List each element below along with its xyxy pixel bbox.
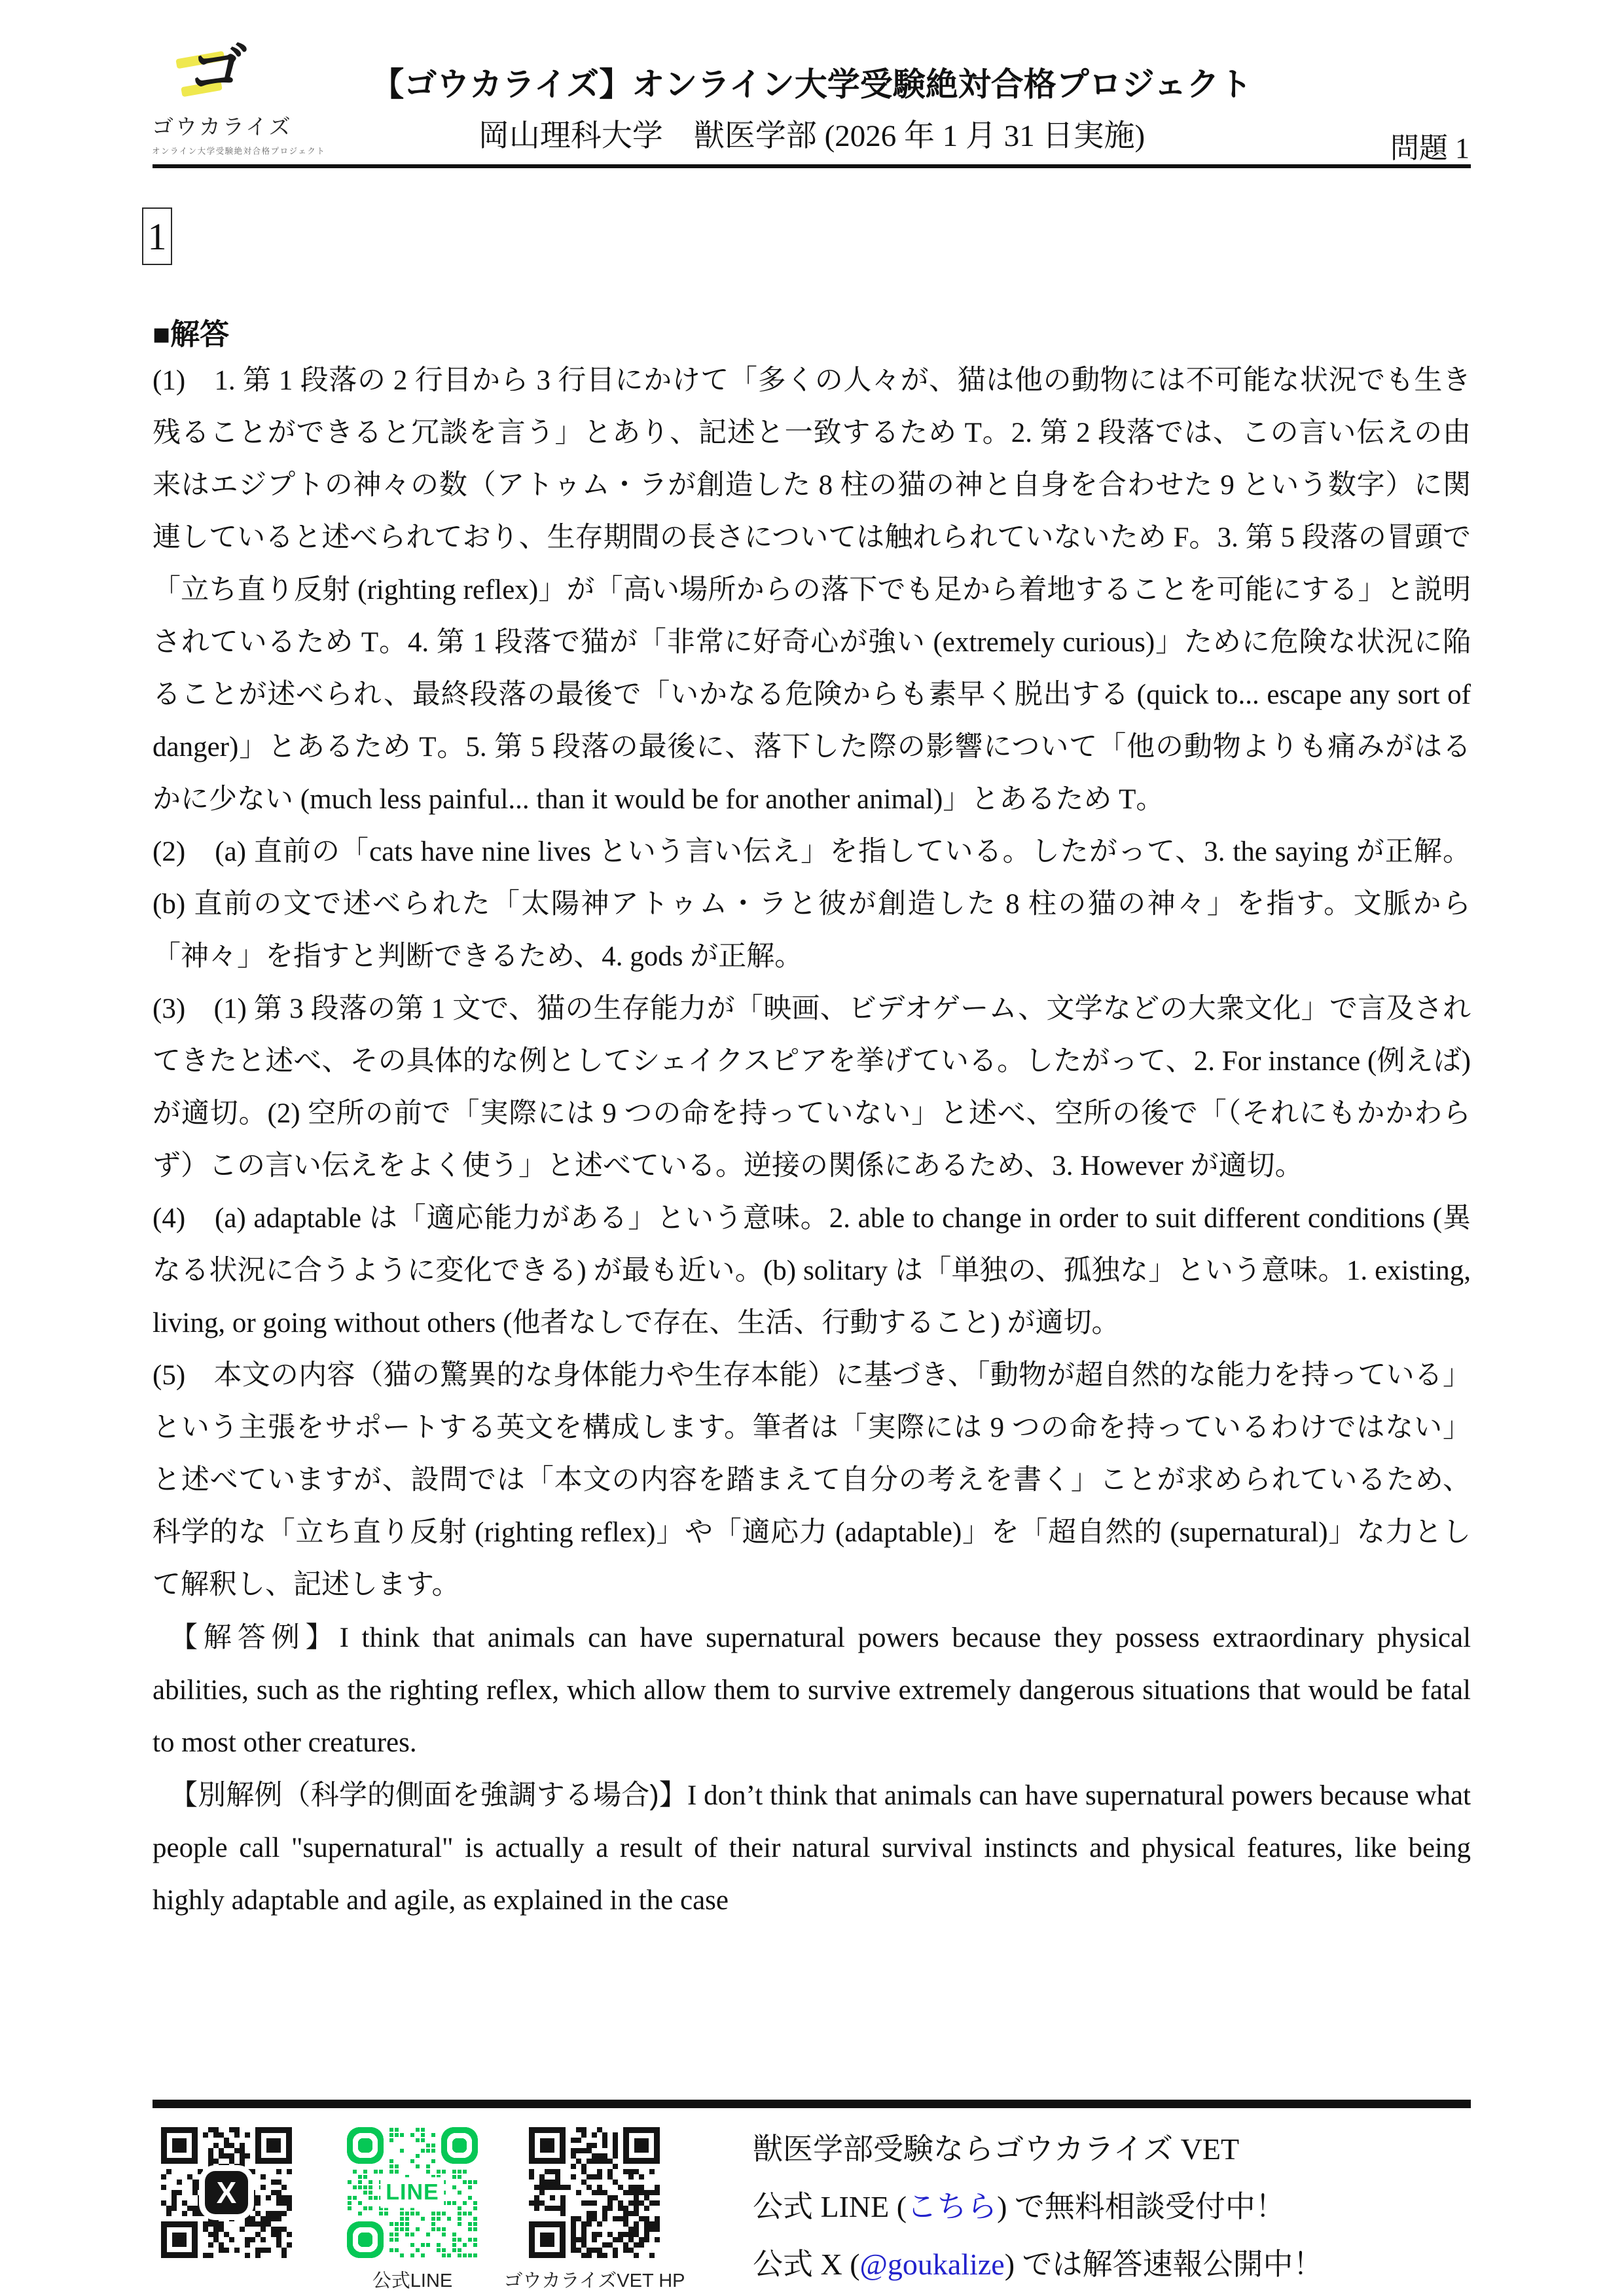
footer-headline: 獣医学部受験ならゴウカライズ VET xyxy=(753,2132,1240,2166)
exam-title: 岡山理科大学 獣医学部 (2026 年 1 月 31 日実施) xyxy=(478,119,1146,153)
logo-name: ゴウカライズ xyxy=(152,115,293,139)
footer-x-offer-pre: 公式 X ( xyxy=(753,2248,860,2281)
answer-paragraph-4: (4) (a) adaptable は「適応能力がある」という意味。2. able to change in order to suit different conditions (異なる状況に合うように変化できる) が最も近い。(b) solitary は「単独の、孤独な」という意味。1. existing, living, or going without others (他者なしで存在、生活、行動すること) が適切。 xyxy=(153,1203,1471,1338)
line-logo-icon: LINE xyxy=(380,2178,444,2208)
logo-go-glyph: ゴ xyxy=(186,36,249,103)
project-title: 【ゴウカライズ】オンライン大学受験絶対合格プロジェクト xyxy=(371,66,1252,103)
qr-code-x xyxy=(161,2127,292,2258)
footer-divider xyxy=(153,2100,1471,2108)
x-logo-glyph: X xyxy=(216,2176,237,2210)
page-label: 問題 1 xyxy=(1390,132,1470,164)
alternative-answer xyxy=(153,1769,1471,1927)
qr-hp-label: ゴウカライズVET HP xyxy=(503,2270,685,2291)
qr-hp-pattern xyxy=(529,2127,660,2258)
footer-line-offer-pre: 公式 LINE ( xyxy=(753,2190,907,2223)
alternative-answer-label: 【別解例（科学的側面を強調する場合)】 xyxy=(170,1780,687,1811)
answer-paragraph-3: (3) (1) 第 3 段落の第 1 文で、猫の生存能力が「映画、ビデオゲーム、文学などの大衆文化」で言及されてきたと述べ、その具体的な例としてシェイクスピアを挙げている。したがって、2. For instance (例えば) が適切。(2) 空所の前で「実際には 9 つの命を持っていない」と述べ、空所の後で「（それにもかかわらず）この言い伝えをよく使う」と述べている。逆接の関係にあるため、3. However が適切。 xyxy=(153,994,1471,1181)
footer-line-offer xyxy=(753,2178,1473,2236)
answer-heading: ■解答 xyxy=(153,317,230,351)
qr-code-line xyxy=(347,2127,478,2291)
x-account-link[interactable]: @goukalize xyxy=(859,2248,1005,2281)
question-number-box: 1 xyxy=(142,207,172,265)
answer-paragraph-2: (2) (a) 直前の「cats have nine lives という言い伝え」を指している。したがって、3. the saying が正解。(b) 直前の文で述べられた「太陽神アトゥム・ラと彼が創造した 8 柱の猫の神々」を指す。文脈から「神々」を指すと判断できるため、4. gods が正解。 xyxy=(153,836,1471,972)
line-link[interactable]: こちら xyxy=(907,2190,998,2223)
logo-subtitle: オンライン大学受験絶対合格プロジェクト xyxy=(152,147,326,156)
x-logo-icon xyxy=(205,2171,248,2214)
qr-code-homepage xyxy=(503,2127,685,2291)
answer-paragraph-1: (1) 1. 第 1 段落の 2 行目から 3 行目にかけて「多くの人々が、猫は他の動物には不可能な状況でも生き残ることができると冗談を言う」とあり、記述と一致するため T。2. 第 2 段落では、この言い伝えの由来はエジプトの神々の数（アトゥム・ラが創造した 8 柱の猫の神と自身を合わせた 9 という数字）に関連していると述べられており、生存期間の長さについては触れられていないため F。3. 第 5 段落の冒頭で「立ち直り反射 (righting reflex)」が「高い場所からの落下でも足から着地することを可能にする」と説明されているため T。4. 第 1 段落で猫が「非常に好奇心が強い (extremely curious)」ために危険な状況に陥ることが述べられ、最終段落の最後で「いかなる危険からも素早く脱出する (quick to... escape any sort of danger)」とあるため T。5. 第 5 段落の最後に、落下した際の影響について「他の動物よりも痛みがはるかに少ない (much less painful... than it would be for another animal)」とあるため T。 xyxy=(153,365,1471,815)
model-answer-text: I think that animals can have supernatural powers because they possess extraordinary physical abilities, such as the righting reflex, which allow them to survive extremely dangerous situations that would be fatal to most other creatures. xyxy=(153,1623,1471,1758)
footer-text xyxy=(753,2121,1473,2293)
answer-paragraph-5: (5) 本文の内容（猫の驚異的な身体能力や生存本能）に基づき、「動物が超自然的な能力を持っている」という主張をサポートする英文を構成します。筆者は「実際には 9 つの命を持っているわけではない」と述べていますが、設問では「本文の内容を踏まえて自分の考えを書く」ことが求められているため、科学的な「立ち直り反射 (righting reflex)」や「適応力 (adaptable)」を「超自然的 (supernatural)」な力として解釈し、記述します。 xyxy=(153,1360,1471,1600)
footer-line-offer-post: ) で無料相談受付中！ xyxy=(997,2190,1286,2223)
model-answer-label: 【解答例】 xyxy=(170,1622,340,1653)
answer-body xyxy=(153,355,1471,1927)
model-answer xyxy=(153,1611,1471,1769)
footer-x-offer xyxy=(753,2236,1473,2293)
header-divider xyxy=(153,164,1471,168)
footer-x-offer-post: ) では解答速報公開中！ xyxy=(1004,2248,1324,2281)
alternative-answer-text: I don’t think that animals can have supernatural powers because what people call "supernatural" is actually a result of their natural survival instincts and physical features, like being highly adaptable and agile, as explained in the case xyxy=(153,1780,1471,1916)
qr-line-label: 公式LINE xyxy=(372,2270,453,2291)
